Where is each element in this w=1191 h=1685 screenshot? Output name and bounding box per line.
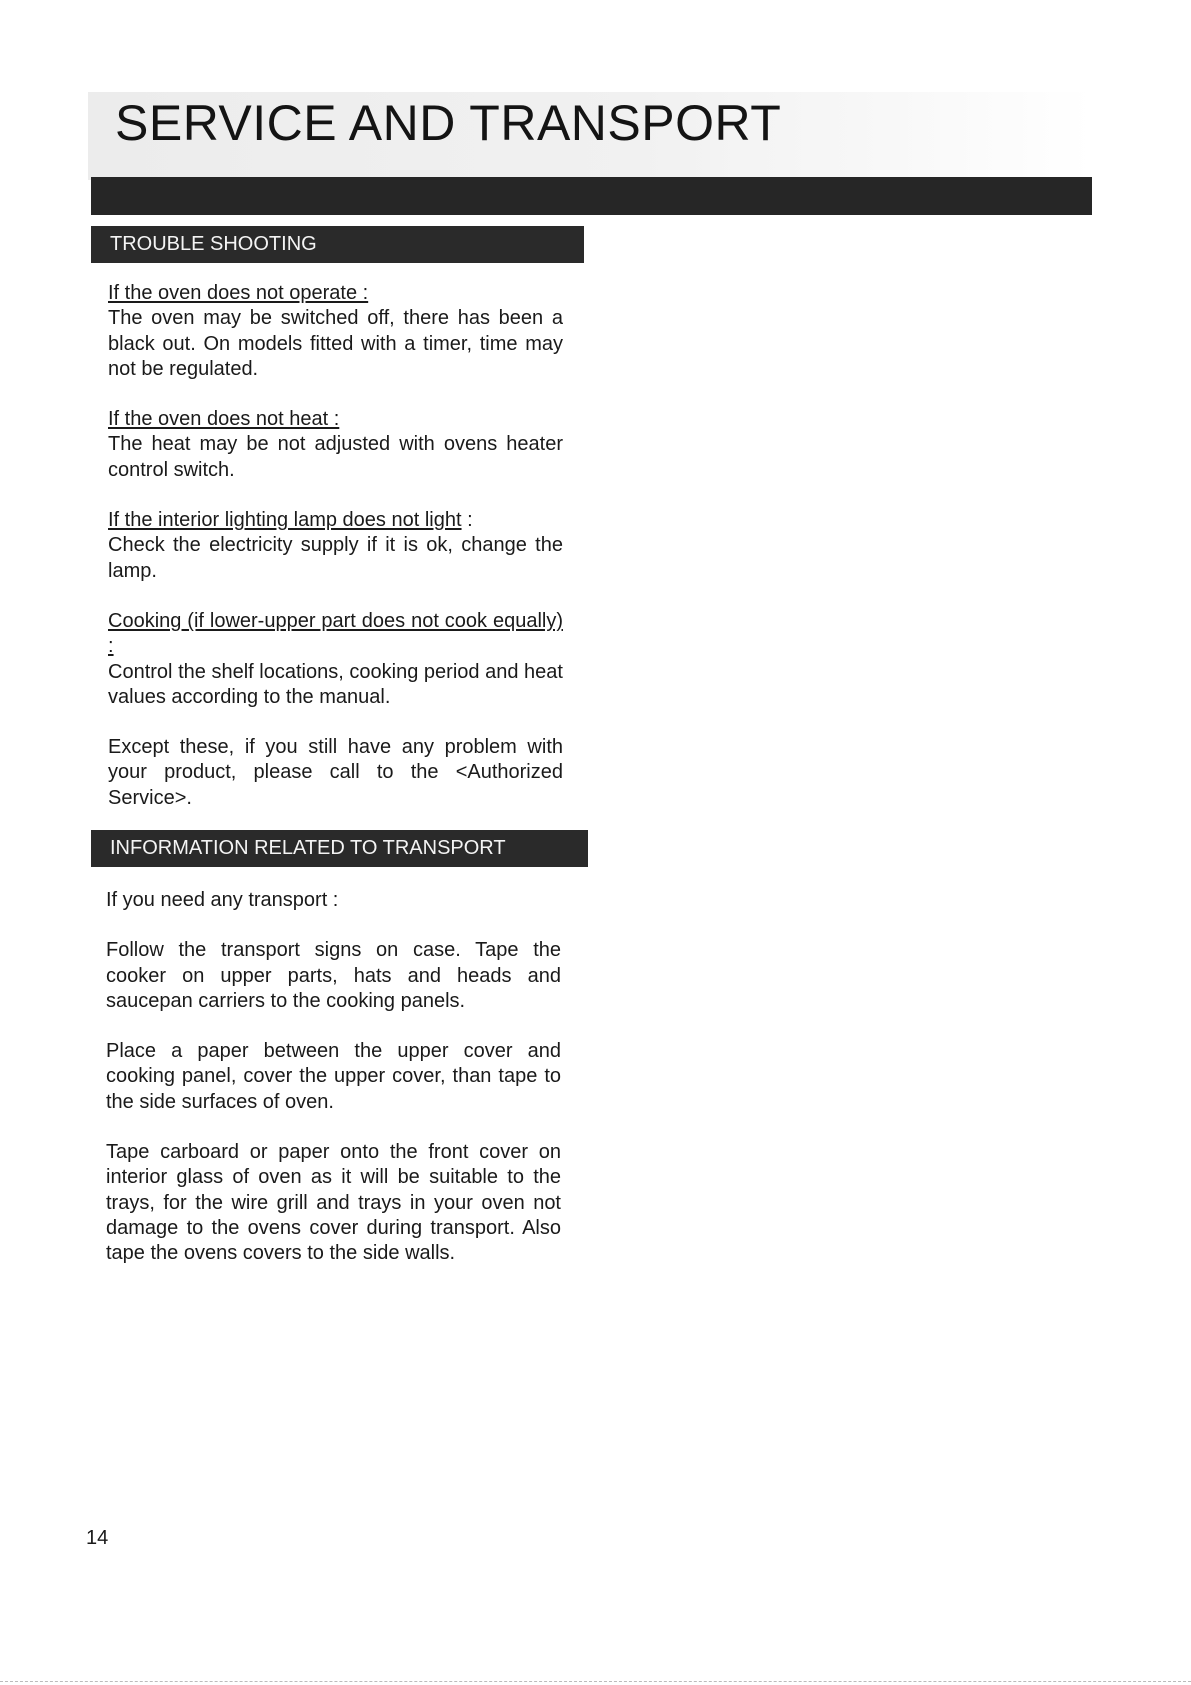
trouble-item [108, 609, 563, 710]
transport-paragraph: Follow the transport signs on case. Tape the cooker on upper parts, hats and heads and saucepan carriers to the cooking panels. [106, 939, 561, 1012]
scan-edge-line [0, 1681, 1191, 1682]
trouble-answer: The oven may be switched off, there has been a black out. On models fitted with a timer, time may not be regulated. [108, 307, 563, 380]
transport-paragraph: Tape carboard or paper onto the front cover on interior glass of oven as it will be suitable to the trays, for the wire grill and trays in your oven not damage to the ovens cover during transport. Also tape the ovens covers to the side walls. [106, 1141, 561, 1265]
trouble-shooting-content [108, 281, 563, 836]
trouble-item [108, 407, 563, 483]
section-header-transport: INFORMATION RELATED TO TRANSPORT [91, 830, 588, 867]
transport-content [106, 888, 561, 1292]
trouble-question: Cooking (if lower-upper part does not cook equally) : [108, 609, 563, 658]
page-title: SERVICE AND TRANSPORT [115, 95, 782, 151]
title-bar [91, 177, 1092, 215]
trouble-item [108, 281, 563, 382]
trouble-question-suffix: : [461, 509, 473, 532]
trouble-answer: Control the shelf locations, cooking period and heat values according to the manual. [108, 660, 563, 708]
trouble-question: If the oven does not heat : [108, 408, 340, 431]
page-number: 14 [86, 1527, 109, 1549]
trouble-item [108, 508, 563, 584]
section-header-trouble-shooting: TROUBLE SHOOTING [91, 226, 584, 263]
trouble-question: If the oven does not operate : [108, 282, 369, 304]
trouble-answer: Check the electricity supply if it is ok, change the lamp. [108, 534, 563, 582]
transport-paragraph: Place a paper between the upper cover and cooking panel, cover the upper cover, than tape to the side surfaces of oven. [106, 1040, 561, 1113]
trouble-closing: Except these, if you still have any problem with your product, please call to the <Authorized Service>. [108, 736, 563, 809]
transport-intro: If you need any transport : [106, 889, 339, 911]
trouble-question: If the interior lighting lamp does not light [108, 509, 462, 532]
trouble-answer: The heat may be not adjusted with ovens heater control switch. [108, 433, 563, 481]
